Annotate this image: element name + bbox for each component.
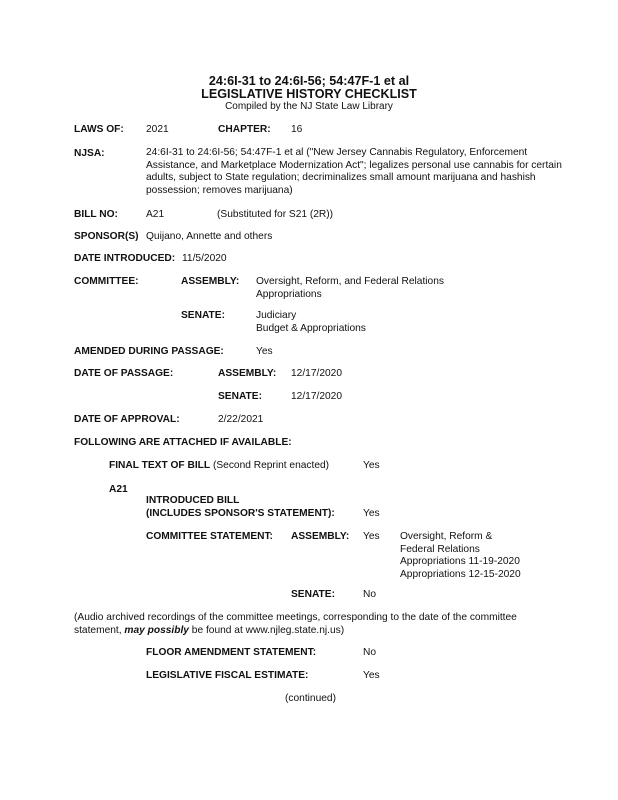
introduced-bill-label-line: (INCLUDES SPONSOR'S STATEMENT): (146, 507, 335, 519)
audio-note-line (74, 625, 517, 638)
committee-item: Judiciary (256, 310, 297, 321)
njsa-line: adults, subject to State regulation; decriminalizes small amount marijuana and hashish (146, 172, 536, 183)
committee-senate-list (256, 310, 366, 335)
committee-senate-label: SENATE: (181, 310, 225, 321)
bill-number-subheading: A21 (109, 484, 128, 495)
date-of-approval-value: 2/22/2021 (218, 414, 264, 425)
audio-note-line: (Audio archived recordings of the committee meetings, corresponding to the date of the committee (74, 612, 517, 623)
cs-senate-value: No (363, 589, 377, 600)
amended-value: Yes (256, 346, 273, 357)
committee-label: COMMITTEE: (74, 276, 139, 287)
cs-assembly-label: ASSEMBLY: (291, 531, 350, 542)
cs-assembly-details (400, 531, 521, 581)
njsa-label: NJSA: (74, 148, 105, 159)
passage-assembly-date: 12/17/2020 (291, 368, 342, 379)
cs-senate-label: SENATE: (291, 589, 335, 600)
njsa-description (146, 147, 562, 197)
committee-item: Budget & Appropriations (256, 322, 366, 334)
fiscal-estimate-value: Yes (363, 670, 380, 681)
committee-statement-label: COMMITTEE STATEMENT: (146, 531, 273, 542)
njsa-line: possession; removes marijuana) (146, 184, 293, 196)
fiscal-estimate-label: LEGISLATIVE FISCAL ESTIMATE: (146, 670, 309, 681)
audio-note-link-text: be found at www.njleg.state.nj.us) (188, 624, 345, 636)
audio-note-text: statement, (74, 624, 125, 636)
njsa-line: 24:6I-31 to 24:6I-56; 54:47F-1 et al ("New Jersey Cannabis Regulatory, Enforcement (146, 147, 528, 158)
attached-heading: FOLLOWING ARE ATTACHED IF AVAILABLE: (74, 437, 292, 448)
date-of-approval-label: DATE OF APPROVAL: (74, 414, 180, 425)
floor-amendment-value: No (363, 647, 377, 658)
date-of-passage-label: DATE OF PASSAGE: (74, 368, 174, 379)
introduced-bill-value: Yes (363, 508, 380, 519)
introduced-bill-label-line: INTRODUCED BILL (146, 495, 240, 506)
chapter-value: 16 (291, 124, 303, 135)
bill-no-value: A21 (146, 209, 165, 220)
audio-note (74, 612, 517, 637)
final-text-row (109, 460, 329, 471)
committee-item: Appropriations (256, 288, 322, 300)
sponsors-value: Quijano, Annette and others (146, 231, 273, 242)
laws-of-label: LAWS OF: (74, 124, 124, 135)
compiled-by: Compiled by the NJ State Law Library (225, 101, 393, 112)
passage-senate-label: SENATE: (218, 391, 262, 402)
date-introduced-label: DATE INTRODUCED: (74, 253, 176, 264)
amended-label: AMENDED DURING PASSAGE: (74, 346, 224, 357)
final-text-label: FINAL TEXT OF BILL (109, 460, 211, 471)
floor-amendment-label: FLOOR AMENDMENT STATEMENT: (146, 647, 317, 658)
cs-assembly-detail: Oversight, Reform & (400, 531, 493, 542)
bill-no-label: BILL NO: (74, 209, 118, 220)
bill-substitution-note: (Substituted for S21 (2R)) (217, 209, 334, 220)
date-introduced-value: 11/5/2020 (182, 253, 227, 264)
statute-heading: 24:6I-31 to 24:6I-56; 54:47F-1 et al (208, 74, 410, 88)
cs-assembly-detail: Appropriations 12-15-2020 (400, 568, 521, 580)
laws-of-value: 2021 (146, 124, 169, 135)
chapter-label: CHAPTER: (218, 124, 271, 135)
introduced-bill-label (146, 495, 335, 520)
committee-assembly-list (256, 276, 444, 301)
document-title: LEGISLATIVE HISTORY CHECKLIST (201, 87, 417, 101)
final-text-value: Yes (363, 460, 380, 471)
final-text-note: (Second Reprint enacted) (212, 460, 330, 471)
cs-assembly-detail: Appropriations 11-19-2020 (400, 556, 520, 567)
continued-note: (continued) (285, 693, 336, 704)
committee-assembly-label: ASSEMBLY: (181, 276, 240, 287)
sponsors-label: SPONSOR(S) (74, 231, 139, 242)
cs-assembly-detail: Federal Relations (400, 543, 480, 555)
committee-item: Oversight, Reform, and Federal Relations (256, 276, 444, 287)
passage-assembly-label: ASSEMBLY: (218, 368, 277, 379)
passage-senate-date: 12/17/2020 (291, 391, 342, 402)
audio-note-emphasis: may possibly (124, 624, 189, 636)
njsa-line: Assistance, and Marketplace Modernization Act"; legalizes personal use cannabis for certain (146, 159, 562, 171)
cs-assembly-value: Yes (363, 531, 380, 542)
